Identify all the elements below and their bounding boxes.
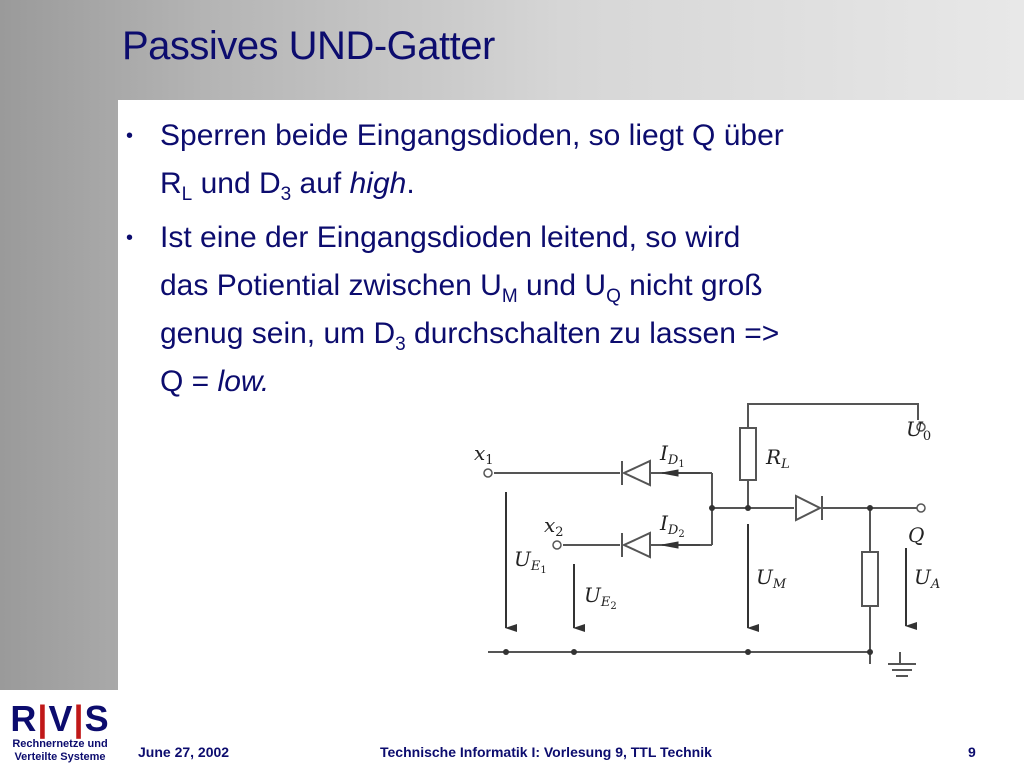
label-x2: $x_2$ [544, 513, 564, 540]
bullet-text: und U [517, 269, 607, 302]
bullet-text: Q = [160, 365, 218, 398]
diode-d3-icon [796, 496, 822, 520]
label-um: $U_M$ [756, 565, 787, 592]
subscript: 3 [280, 184, 292, 205]
bullet-text: genug sein, um D [160, 317, 396, 350]
bullet-list [126, 112, 1006, 406]
emphasis-low: low. [217, 365, 270, 398]
resistor-rl [740, 428, 756, 480]
subscript: Q [606, 286, 621, 307]
rvs-logo [4, 700, 116, 764]
label-id2: $I_D2$ [660, 511, 685, 540]
label-ua: $U_A$ [914, 565, 941, 592]
logo-mark [4, 700, 116, 738]
and-gate-circuit-diagram [470, 398, 960, 684]
page-number: 9 [968, 744, 976, 760]
bullet-text: . [406, 167, 415, 200]
logo-line-2: Verteilte Systeme [14, 751, 106, 763]
logo-letter: S [84, 698, 110, 739]
diode-d1-icon [622, 461, 650, 485]
label-q: Q [908, 523, 925, 547]
subscript: M [501, 286, 518, 307]
logo-line-1: Rechnernetze und [12, 738, 108, 750]
label-ue1: $U_E1$ [514, 547, 547, 576]
bullet-item [126, 112, 1006, 208]
bullet-dot-icon: • [126, 227, 134, 249]
logo-separator: | [73, 698, 85, 739]
bullet-item [126, 214, 1006, 406]
emphasis-high: high [349, 167, 407, 200]
logo-letter: V [48, 698, 74, 739]
bullet-text: auf [291, 167, 350, 200]
bullet-text: Sperren beide Eingangsdioden, so liegt Q über [160, 119, 784, 152]
label-id1: $I_D1$ [660, 441, 685, 470]
resistor-load [862, 552, 878, 606]
logo-letter: R [10, 698, 38, 739]
diode-d2-icon [622, 533, 650, 557]
label-u0: $U_0$ [906, 417, 932, 444]
footer-date: June 27, 2002 [138, 744, 230, 760]
voltage-arrows [506, 492, 906, 628]
circuit-wires [488, 404, 918, 676]
bullet-text: nicht groß [620, 269, 763, 302]
bullet-text: das Potiential zwischen U [160, 269, 502, 302]
slide-title: Passives UND-Gatter [122, 24, 495, 68]
bullet-text: R [160, 167, 182, 200]
bullet-text: Ist eine der Eingangsdioden leitend, so wird [160, 221, 741, 254]
bullet-dot-icon: • [126, 125, 134, 147]
subscript: 3 [395, 334, 406, 355]
label-x1: $x_1$ [474, 441, 494, 468]
logo-separator: | [37, 698, 49, 739]
bullet-text: durchschalten zu lassen => [405, 317, 780, 350]
label-ue2: $U_E2$ [584, 583, 617, 612]
footer-course-title: Technische Informatik I: Vorlesung 9, TTL Technik [380, 744, 712, 760]
bullet-text: und D [192, 167, 281, 200]
subscript: L [181, 184, 193, 205]
label-rl: $R_L$ [766, 445, 790, 472]
